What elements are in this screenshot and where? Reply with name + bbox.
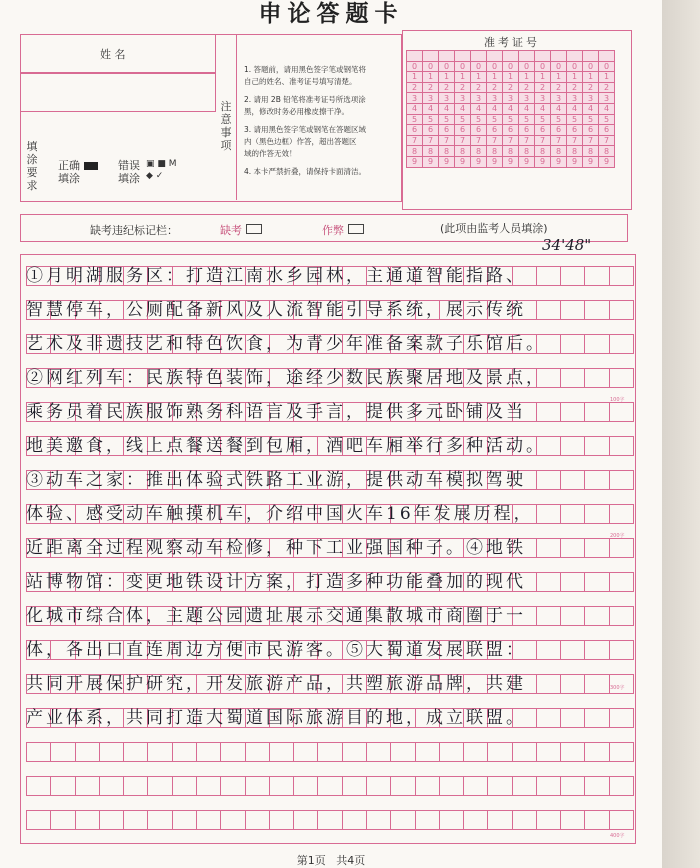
digit-bubble[interactable]: 1 — [567, 72, 583, 83]
digit-bubble[interactable]: 4 — [535, 103, 551, 114]
answer-grid-row — [26, 742, 634, 762]
instruction-3c: 域的作答无效！ — [244, 149, 297, 158]
handwritten-time: 34'48" — [542, 236, 592, 254]
answer-cell[interactable] — [488, 776, 512, 796]
answer-cell[interactable] — [100, 810, 124, 830]
digit-bubble[interactable]: 9 — [599, 156, 615, 167]
answer-grid-row — [26, 810, 634, 830]
exam-number-box[interactable] — [439, 51, 455, 62]
answer-line: ①月明湖服务区：打造江南水乡园林，主通道智能指路、 — [26, 266, 526, 286]
digit-bubble[interactable]: 2 — [583, 82, 599, 93]
digit-bubble[interactable]: 9 — [407, 156, 423, 167]
answer-line: 站博物馆：变更地铁设计方案，打造多种功能叠加的现代 — [26, 572, 526, 592]
digit-bubble[interactable]: 8 — [599, 146, 615, 157]
answer-cell[interactable] — [318, 810, 342, 830]
answer-cell[interactable] — [197, 742, 221, 762]
digit-bubble[interactable]: 8 — [439, 146, 455, 157]
exam-number-box[interactable] — [423, 51, 439, 62]
answer-cell[interactable] — [246, 810, 270, 830]
digit-bubble[interactable]: 5 — [583, 114, 599, 125]
instruction-2b: 黑，修改时务必用橡皮擦干净。 — [244, 107, 349, 116]
answer-line: 近距离全过程观察动车检修，种下工业强国种子。④地铁 — [26, 538, 526, 558]
digit-bubble[interactable]: 1 — [551, 72, 567, 83]
instruction-2a: 2. 请用 2B 铅笔将准考证号所选项涂 — [244, 95, 366, 104]
digit-bubble[interactable]: 7 — [567, 135, 583, 146]
digit-bubble[interactable]: 1 — [519, 72, 535, 83]
digit-bubble[interactable]: 8 — [487, 146, 503, 157]
digit-bubble[interactable]: 8 — [583, 146, 599, 157]
digit-bubble[interactable]: 9 — [471, 156, 487, 167]
answer-cell[interactable] — [610, 776, 634, 796]
digit-bubble[interactable]: 3 — [551, 93, 567, 104]
digit-bubble[interactable]: 6 — [407, 125, 423, 136]
answer-cell[interactable] — [51, 742, 75, 762]
wrong-marks: ▣ ■ M ◆ ✓ — [146, 159, 177, 181]
digit-bubble[interactable]: 3 — [535, 93, 551, 104]
answer-cell[interactable] — [391, 742, 415, 762]
digit-bubble[interactable]: 0 — [455, 61, 471, 72]
digit-bubble[interactable]: 6 — [487, 125, 503, 136]
digit-bubble[interactable]: 2 — [487, 82, 503, 93]
digit-bubble[interactable]: 8 — [471, 146, 487, 157]
digit-bubble[interactable]: 7 — [599, 135, 615, 146]
answer-cell[interactable] — [367, 776, 391, 796]
digit-bubble[interactable]: 5 — [423, 114, 439, 125]
digit-bubble[interactable]: 0 — [487, 61, 503, 72]
answer-cell[interactable] — [464, 742, 488, 762]
digit-bubble[interactable]: 7 — [583, 135, 599, 146]
answer-cell[interactable] — [537, 776, 561, 796]
digit-bubble[interactable]: 0 — [583, 61, 599, 72]
digit-bubble[interactable]: 4 — [519, 103, 535, 114]
digit-bubble[interactable]: 2 — [519, 82, 535, 93]
digit-bubble[interactable]: 2 — [439, 82, 455, 93]
answer-cell[interactable] — [148, 742, 172, 762]
digit-bubble[interactable]: 2 — [503, 82, 519, 93]
answer-cell[interactable] — [51, 776, 75, 796]
answer-cell[interactable] — [318, 776, 342, 796]
digit-bubble[interactable]: 9 — [567, 156, 583, 167]
digit-bubble[interactable]: 6 — [535, 125, 551, 136]
name-writing-area[interactable] — [20, 72, 216, 112]
answer-grid-row — [26, 776, 634, 796]
answer-line: 乘务员着民族服饰熟务科语言及手言，提供多元卧铺及当 — [26, 402, 526, 422]
absent-checkbox[interactable] — [246, 224, 262, 234]
digit-bubble[interactable]: 8 — [535, 146, 551, 157]
digit-bubble[interactable]: 4 — [423, 103, 439, 114]
digit-bubble[interactable]: 1 — [407, 72, 423, 83]
digit-bubble[interactable]: 4 — [455, 103, 471, 114]
answer-cell[interactable] — [76, 742, 100, 762]
digit-bubble[interactable]: 3 — [407, 93, 423, 104]
answer-cell[interactable] — [464, 776, 488, 796]
digit-bubble[interactable]: 0 — [423, 61, 439, 72]
count-200: 200字 — [610, 533, 625, 539]
digit-bubble[interactable]: 0 — [407, 61, 423, 72]
answer-cell[interactable] — [416, 742, 440, 762]
answer-line: 体，各出口直连周边方便市民游客。⑤大蜀道发展联盟： — [26, 640, 526, 660]
digit-bubble[interactable]: 2 — [471, 82, 487, 93]
digit-bubble[interactable]: 3 — [599, 93, 615, 104]
digit-bubble[interactable]: 1 — [471, 72, 487, 83]
digit-bubble[interactable]: 8 — [455, 146, 471, 157]
answer-cell[interactable] — [440, 776, 464, 796]
answer-cell[interactable] — [537, 742, 561, 762]
digit-bubble[interactable]: 5 — [503, 114, 519, 125]
digit-bubble[interactable]: 9 — [423, 156, 439, 167]
digit-bubble[interactable]: 5 — [455, 114, 471, 125]
instructions — [244, 64, 400, 178]
name-label: 姓 名 — [100, 48, 126, 61]
correct-fill-label: 填涂 — [58, 172, 80, 185]
sheet-title: 申论答题卡 — [258, 1, 404, 27]
answer-cell[interactable] — [585, 810, 609, 830]
page-edge — [662, 0, 700, 868]
digit-bubble[interactable]: 6 — [551, 125, 567, 136]
count-300: 300字 — [610, 685, 625, 691]
answer-cell[interactable] — [270, 810, 294, 830]
digit-bubble[interactable]: 2 — [599, 82, 615, 93]
page-footer — [0, 852, 662, 868]
digit-bubble[interactable]: 8 — [551, 146, 567, 157]
answer-cell[interactable] — [488, 810, 512, 830]
answer-cell[interactable] — [537, 810, 561, 830]
answer-cell[interactable] — [51, 810, 75, 830]
answer-cell[interactable] — [416, 810, 440, 830]
answer-cell[interactable] — [488, 742, 512, 762]
digit-bubble[interactable]: 3 — [583, 93, 599, 104]
digit-bubble[interactable]: 0 — [567, 61, 583, 72]
answer-line: ②网红列车：民族特色装饰，途经少数民族聚居地及景点， — [26, 368, 546, 388]
digit-bubble[interactable]: 2 — [407, 82, 423, 93]
answer-cell[interactable] — [26, 810, 51, 830]
answer-cell[interactable] — [294, 810, 318, 830]
digit-bubble[interactable]: 6 — [439, 125, 455, 136]
instruction-1b: 自己的姓名、准考证号填写清楚。 — [244, 77, 357, 86]
answer-cell[interactable] — [343, 776, 367, 796]
exam-number-box[interactable] — [519, 51, 535, 62]
digit-bubble[interactable]: 9 — [583, 156, 599, 167]
digit-bubble[interactable]: 5 — [487, 114, 503, 125]
exam-number-label: 准考证号 — [484, 36, 540, 49]
answer-line: 体验、感受动车触摸机车，介绍中国火车16年发展历程， — [26, 504, 534, 524]
digit-bubble[interactable]: 7 — [487, 135, 503, 146]
digit-bubble[interactable]: 1 — [455, 72, 471, 83]
correct-label: 正确 — [58, 159, 80, 172]
instruction-3b: 内（黑色边框）作答，超出答题区 — [244, 137, 357, 146]
answer-cell[interactable] — [173, 776, 197, 796]
digit-bubble[interactable]: 8 — [407, 146, 423, 157]
digit-bubble[interactable]: 4 — [471, 103, 487, 114]
answer-cell[interactable] — [367, 742, 391, 762]
answer-cell[interactable] — [100, 776, 124, 796]
digit-bubble[interactable]: 0 — [551, 61, 567, 72]
fill-guide-label: 填涂要求 — [26, 140, 38, 192]
count-100: 100字 — [610, 397, 625, 403]
answer-cell[interactable] — [440, 810, 464, 830]
count-400: 400字 — [610, 833, 625, 839]
digit-bubble[interactable]: 9 — [503, 156, 519, 167]
digit-bubble[interactable]: 6 — [423, 125, 439, 136]
digit-bubble[interactable]: 4 — [407, 103, 423, 114]
answer-cell[interactable] — [26, 776, 51, 796]
exam-number-box[interactable] — [583, 51, 599, 62]
digit-bubble[interactable]: 7 — [551, 135, 567, 146]
digit-bubble[interactable]: 8 — [519, 146, 535, 157]
instruction-3a: 3. 请用黑色签字笔或钢笔在答题区域 — [244, 125, 367, 134]
exam-number-box[interactable] — [535, 51, 551, 62]
digit-bubble[interactable]: 1 — [599, 72, 615, 83]
cheat-label: 作弊 — [322, 224, 344, 237]
digit-bubble[interactable]: 7 — [455, 135, 471, 146]
digit-bubble[interactable]: 1 — [583, 72, 599, 83]
digit-bubble[interactable]: 4 — [487, 103, 503, 114]
digit-bubble[interactable]: 7 — [423, 135, 439, 146]
answer-cell[interactable] — [26, 742, 51, 762]
digit-bubble[interactable]: 6 — [599, 125, 615, 136]
digit-bubble[interactable]: 7 — [471, 135, 487, 146]
digit-bubble[interactable]: 5 — [599, 114, 615, 125]
digit-bubble[interactable]: 8 — [567, 146, 583, 157]
answer-cell[interactable] — [391, 776, 415, 796]
digit-bubble[interactable]: 4 — [567, 103, 583, 114]
digit-bubble[interactable]: 7 — [503, 135, 519, 146]
digit-bubble[interactable]: 2 — [551, 82, 567, 93]
answer-line: 化城市综合体，主题公园遗址展示交通集散城市商圈于一 — [26, 606, 526, 626]
digit-bubble[interactable]: 1 — [439, 72, 455, 83]
digit-bubble[interactable]: 3 — [423, 93, 439, 104]
digit-bubble[interactable]: 9 — [487, 156, 503, 167]
digit-bubble[interactable]: 4 — [583, 103, 599, 114]
digit-bubble[interactable]: 5 — [407, 114, 423, 125]
digit-bubble[interactable]: 9 — [551, 156, 567, 167]
page-number: 第1页 — [296, 854, 326, 867]
digit-bubble[interactable]: 3 — [487, 93, 503, 104]
answer-cell[interactable] — [610, 810, 634, 830]
notice-label: 注意事项 — [220, 100, 232, 152]
digit-bubble[interactable]: 0 — [535, 61, 551, 72]
digit-bubble[interactable]: 3 — [471, 93, 487, 104]
digit-bubble[interactable]: 7 — [535, 135, 551, 146]
answer-cell[interactable] — [270, 742, 294, 762]
exam-number-box[interactable] — [567, 51, 583, 62]
answer-cell[interactable] — [585, 742, 609, 762]
answer-cell[interactable] — [124, 742, 148, 762]
exam-number-box[interactable] — [455, 51, 471, 62]
digit-bubble[interactable]: 2 — [455, 82, 471, 93]
answer-line: ③动车之家：推出体验式铁路工业游，提供动车模拟驾驶 — [26, 470, 526, 490]
answer-cell[interactable] — [294, 776, 318, 796]
answer-cell[interactable] — [221, 810, 245, 830]
digit-bubble[interactable]: 5 — [567, 114, 583, 125]
proctor-note: (此项由监考人员填涂) — [440, 222, 548, 235]
answer-cell[interactable] — [76, 810, 100, 830]
digit-bubble[interactable]: 3 — [455, 93, 471, 104]
digit-bubble[interactable]: 2 — [423, 82, 439, 93]
answer-cell[interactable] — [246, 742, 270, 762]
digit-bubble[interactable]: 5 — [439, 114, 455, 125]
answer-cell[interactable] — [343, 742, 367, 762]
page-total: 共4页 — [336, 854, 366, 867]
cheat-checkbox[interactable] — [348, 224, 364, 234]
absent-label: 缺考 — [220, 224, 242, 237]
answer-cell[interactable] — [440, 742, 464, 762]
answer-cell[interactable] — [173, 742, 197, 762]
digit-bubble[interactable]: 4 — [439, 103, 455, 114]
answer-line: 产业体系，共同打造大蜀道国际旅游目的地，成立联盟。 — [26, 708, 526, 728]
digit-bubble[interactable]: 6 — [471, 125, 487, 136]
instruction-1a: 1. 答题前，请用黑色签字笔或钢笔将 — [244, 65, 367, 74]
digit-bubble[interactable]: 9 — [439, 156, 455, 167]
digit-bubble[interactable]: 9 — [455, 156, 471, 167]
digit-bubble[interactable]: 0 — [471, 61, 487, 72]
digit-bubble[interactable]: 1 — [423, 72, 439, 83]
digit-bubble[interactable]: 4 — [551, 103, 567, 114]
digit-bubble[interactable]: 6 — [503, 125, 519, 136]
answer-cell[interactable] — [367, 810, 391, 830]
violation-label: 缺考违纪标记栏： — [90, 224, 178, 237]
digit-bubble[interactable]: 4 — [503, 103, 519, 114]
answer-line: 共同开展保护研究，开发旅游产品，共塑旅游品牌，共建 — [26, 674, 526, 694]
answer-cell[interactable] — [197, 776, 221, 796]
exam-number-box[interactable] — [599, 51, 615, 62]
answer-cell[interactable] — [270, 776, 294, 796]
digit-bubble[interactable]: 8 — [423, 146, 439, 157]
answer-cell[interactable] — [148, 810, 172, 830]
answer-cell[interactable] — [124, 810, 148, 830]
digit-bubble[interactable]: 3 — [519, 93, 535, 104]
digit-bubble[interactable]: 0 — [439, 61, 455, 72]
digit-bubble[interactable]: 0 — [503, 61, 519, 72]
exam-number-box[interactable] — [487, 51, 503, 62]
answer-cell[interactable] — [585, 776, 609, 796]
answer-line: 智慧停车，公厕配备新风及人流智能引导系统，展示传统 — [26, 300, 526, 320]
answer-cell[interactable] — [197, 810, 221, 830]
digit-bubble[interactable]: 4 — [599, 103, 615, 114]
answer-cell[interactable] — [148, 776, 172, 796]
answer-cell[interactable] — [343, 810, 367, 830]
digit-bubble[interactable]: 6 — [583, 125, 599, 136]
digit-bubble[interactable]: 5 — [551, 114, 567, 125]
exam-number-box[interactable] — [471, 51, 487, 62]
answer-cell[interactable] — [100, 742, 124, 762]
correct-mark — [84, 162, 98, 170]
digit-bubble[interactable]: 0 — [519, 61, 535, 72]
answer-cell[interactable] — [124, 776, 148, 796]
answer-cell[interactable] — [76, 776, 100, 796]
answer-cell[interactable] — [173, 810, 197, 830]
digit-bubble[interactable]: 2 — [535, 82, 551, 93]
answer-cell[interactable] — [294, 742, 318, 762]
digit-bubble[interactable]: 0 — [599, 61, 615, 72]
digit-bubble[interactable]: 2 — [567, 82, 583, 93]
digit-bubble[interactable]: 6 — [519, 125, 535, 136]
answer-cell[interactable] — [561, 742, 585, 762]
exam-number-grid[interactable] — [406, 50, 615, 168]
exam-number-box[interactable] — [551, 51, 567, 62]
answer-cell[interactable] — [221, 742, 245, 762]
digit-bubble[interactable]: 1 — [535, 72, 551, 83]
digit-bubble[interactable]: 1 — [503, 72, 519, 83]
exam-number-box[interactable] — [503, 51, 519, 62]
instruction-4: 4. 本卡严禁折叠，请保持卡面清洁。 — [244, 167, 367, 176]
answer-cell[interactable] — [513, 776, 537, 796]
digit-bubble[interactable]: 9 — [535, 156, 551, 167]
answer-cell[interactable] — [513, 810, 537, 830]
answer-cell[interactable] — [221, 776, 245, 796]
digit-bubble[interactable]: 9 — [519, 156, 535, 167]
answer-line: 艺术及非遗技艺和特色饮食，为青少年准备案款子乐馆后。 — [26, 334, 546, 354]
digit-bubble[interactable]: 5 — [519, 114, 535, 125]
answer-cell[interactable] — [561, 810, 585, 830]
answer-cell[interactable] — [416, 776, 440, 796]
answer-cell[interactable] — [464, 810, 488, 830]
answer-line: 地美邀食，线上点餐送餐到包厢，酒吧车厢举行多种活动。 — [26, 436, 546, 456]
digit-bubble[interactable]: 6 — [567, 125, 583, 136]
digit-bubble[interactable]: 3 — [503, 93, 519, 104]
digit-bubble[interactable]: 1 — [487, 72, 503, 83]
digit-bubble[interactable]: 3 — [567, 93, 583, 104]
digit-bubble[interactable]: 7 — [439, 135, 455, 146]
digit-bubble[interactable]: 8 — [503, 146, 519, 157]
answer-cell[interactable] — [513, 742, 537, 762]
answer-cell[interactable] — [246, 776, 270, 796]
answer-cell[interactable] — [391, 810, 415, 830]
digit-bubble[interactable]: 3 — [439, 93, 455, 104]
answer-cell[interactable] — [610, 742, 634, 762]
answer-cell[interactable] — [561, 776, 585, 796]
exam-number-box[interactable] — [407, 51, 423, 62]
digit-bubble[interactable]: 6 — [455, 125, 471, 136]
notice-divider — [236, 34, 237, 200]
digit-bubble[interactable]: 5 — [471, 114, 487, 125]
digit-bubble[interactable]: 7 — [407, 135, 423, 146]
digit-bubble[interactable]: 7 — [519, 135, 535, 146]
digit-bubble[interactable]: 5 — [535, 114, 551, 125]
answer-cell[interactable] — [318, 742, 342, 762]
wrong-fill-label: 填涂 — [118, 172, 140, 185]
wrong-label: 错误 — [118, 159, 140, 172]
